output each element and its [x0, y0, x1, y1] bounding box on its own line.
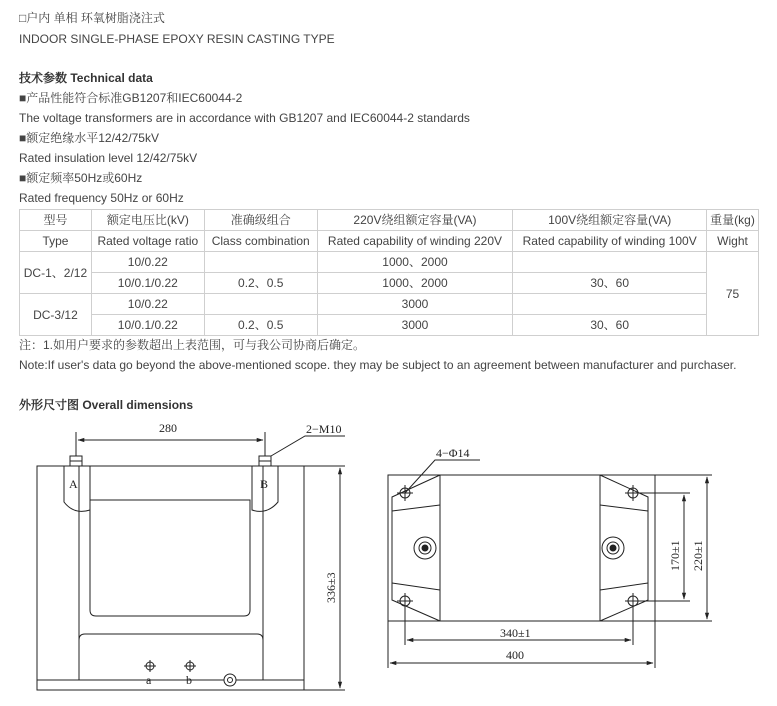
table-row [20, 315, 759, 336]
spec-line: ■额定绝缘水平12/42/75kV [19, 131, 159, 145]
class-cell [204, 294, 317, 315]
top-view [388, 460, 712, 668]
spec-line: ■产品性能符合标准GB1207和IEC60044-2 [19, 91, 243, 105]
cap100-cell [513, 252, 707, 273]
ratio-cell: 10/0.22 [91, 294, 204, 315]
dim-thread-m10: 2−M10 [306, 422, 342, 436]
dim-height-220: 220±1 [691, 540, 705, 571]
dim-height-170: 170±1 [668, 540, 682, 571]
dim-width-400: 400 [506, 648, 524, 662]
cap100-cell: 30、60 [513, 315, 707, 336]
col-header-ratio-en: Rated voltage ratio [91, 231, 204, 252]
ratio-cell: 10/0.1/0.22 [91, 315, 204, 336]
col-header-class-cn: 准确级组合 [204, 210, 317, 231]
type-cell: DC-1、2/12 [20, 252, 92, 294]
spec-line: The voltage transformers are in accordance with GB1207 and IEC60044-2 standards [19, 111, 470, 125]
spec-line: Rated insulation level 12/42/75kV [19, 151, 198, 165]
cap220-cell: 3000 [317, 315, 513, 336]
cap220-cell: 1000、2000 [317, 273, 513, 294]
type-cell: DC-3/12 [20, 294, 92, 336]
table-header-en-row [20, 231, 759, 252]
cap220-cell: 3000 [317, 294, 513, 315]
class-cell [204, 252, 317, 273]
dim-holes-phi14: 4−Φ14 [436, 446, 470, 460]
cap100-cell: 30、60 [513, 273, 707, 294]
col-header-cap100-en: Rated capability of winding 100V [513, 231, 707, 252]
col-header-cap220-cn: 220V绕组额定容量(VA) [317, 210, 513, 231]
cap220-cell: 1000、2000 [317, 252, 513, 273]
class-cell: 0.2、0.5 [204, 315, 317, 336]
technical-heading: 技术参数 Technical data [19, 71, 153, 85]
title-en: INDOOR SINGLE-PHASE EPOXY RESIN CASTING TYPE [19, 32, 335, 46]
table-row [20, 273, 759, 294]
dimensions-heading: 外形尺寸图 Overall dimensions [19, 398, 194, 412]
col-header-weight-en: Wight [707, 231, 759, 252]
ratio-cell: 10/0.22 [91, 252, 204, 273]
dimension-drawing [0, 415, 777, 706]
col-header-type-cn: 型号 [20, 210, 92, 231]
table-header-cn-row [20, 210, 759, 231]
col-header-type-en: Type [20, 231, 92, 252]
class-cell: 0.2、0.5 [204, 273, 317, 294]
col-header-ratio-cn: 额定电压比(kV) [91, 210, 204, 231]
dim-height-336: 336±3 [324, 572, 338, 603]
col-header-class-en: Class combination [204, 231, 317, 252]
note-en: Note:If user's data go beyond the above-mentioned scope. they may be subject to an agreement between manufacturer and purchaser. [19, 358, 737, 372]
spec-line: ■额定频率50Hz或60Hz [19, 171, 143, 185]
note-cn: 注：1.如用户要求的参数超出上表范围，可与我公司协商后确定。 [19, 338, 366, 352]
spec-line: Rated frequency 50Hz or 60Hz [19, 191, 184, 205]
dim-width-280: 280 [159, 421, 177, 435]
spec-table [19, 209, 759, 336]
col-header-weight-cn: 重量(kg) [707, 210, 759, 231]
title-cn: □户内 单相 环氧树脂浇注式 [19, 11, 165, 25]
cap100-cell [513, 294, 707, 315]
terminal-a-label: A [69, 477, 78, 491]
dim-width-340: 340±1 [500, 626, 531, 640]
front-view [37, 432, 345, 690]
table-row [20, 252, 759, 273]
weight-cell: 75 [707, 252, 759, 336]
terminal-lower-a-label: a [146, 673, 152, 687]
terminal-lower-b-label: b [186, 673, 192, 687]
col-header-cap220-en: Rated capability of winding 220V [317, 231, 513, 252]
terminal-b-label: B [260, 477, 269, 491]
table-row [20, 294, 759, 315]
col-header-cap100-cn: 100V绕组额定容量(VA) [513, 210, 707, 231]
ratio-cell: 10/0.1/0.22 [91, 273, 204, 294]
